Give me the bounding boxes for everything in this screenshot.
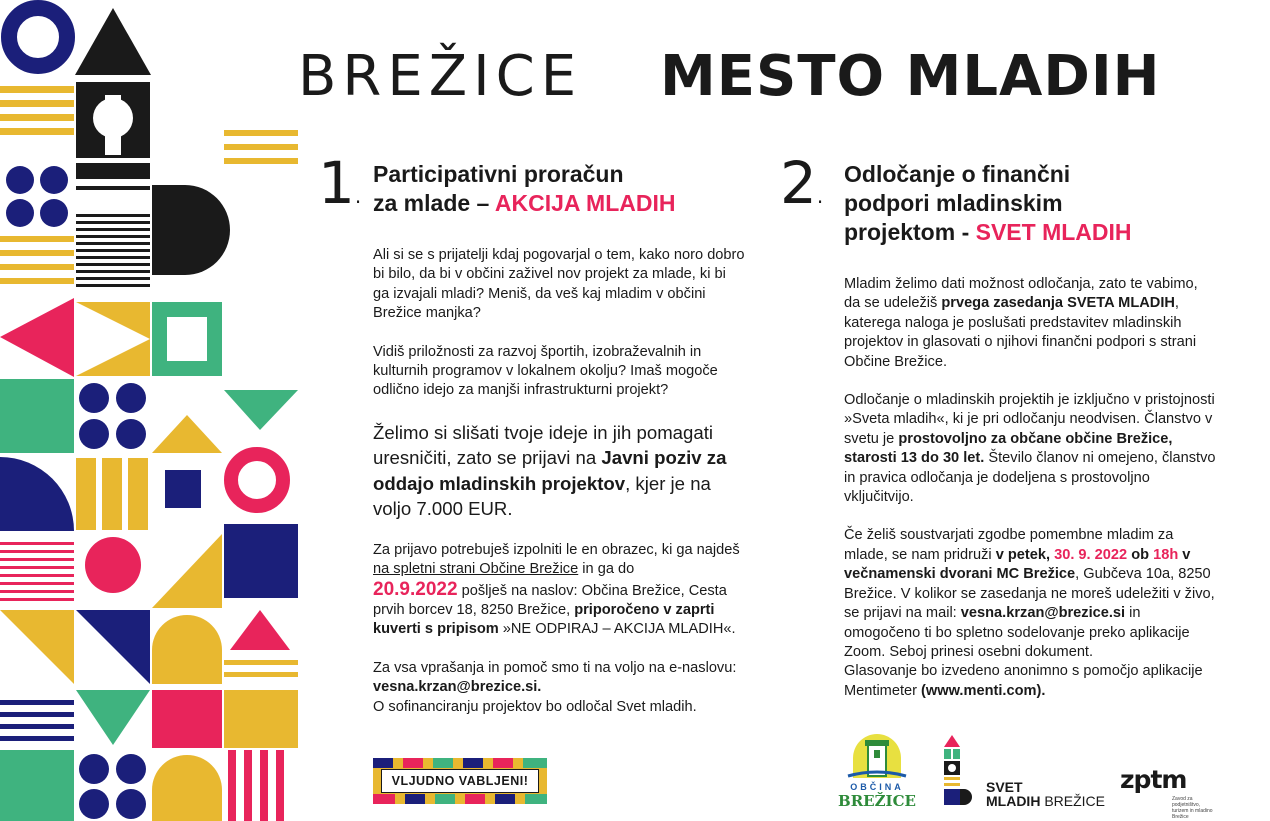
red-small-triangle-shape	[230, 610, 290, 650]
svet-mladih-highlight: SVET MLADIH	[975, 219, 1132, 245]
heading-line: Odločanje o finančni	[844, 161, 1071, 187]
zptm-wordmark: zptm	[1120, 765, 1187, 794]
paragraph: Če želiš soustvarjati zgodbe pomembne mladim za mlade, se nam pridruži v petek, 30. 9. 2022 ob 18h v večnamenski dvorani MC Brežice, Gubčeva 10a, 8250 Brežice. V kolikor se zasedanja ne moreš udeležiti v živo, se prijavi na mail: vesna.krzan@brezice.si in omogočeno ti bo spletno sodelovanje preko aplikacije Zoom. Seboj prinesi osebni dokument. Glasovanje bo izvedeno anonimno s pomočjo aplikacije Mentimeter (www.menti.com).	[844, 527, 1215, 699]
green-square-shape	[0, 379, 74, 453]
navy-half-circle-shape	[0, 457, 74, 531]
black-half-circle-shape	[152, 185, 230, 275]
section-1-body	[373, 246, 745, 736]
mladih-brezice-label: MLADIH BREŽICE	[986, 793, 1106, 809]
decorative-pattern	[0, 0, 300, 821]
title-mesto-mladih: MESTO MLADIH	[660, 44, 1161, 109]
section-1-heading	[373, 160, 675, 218]
paragraph-highlight: Želimo si slišati tvoje ideje in jih pomagati uresničiti, zato se prijavi na Javni poziv za oddajo mladinskih projektov, kjer je na voljo 7.000 EUR.	[373, 421, 727, 520]
brezice-label: BREŽICE	[838, 792, 916, 810]
invitation-badge	[373, 758, 547, 804]
navy-square-shape	[165, 470, 201, 508]
akcija-mladih-highlight: AKCIJA MLADIH	[494, 190, 676, 216]
section-2-body	[844, 275, 1216, 720]
castle-tower-icon	[838, 732, 916, 782]
menti-link[interactable]: (www.menti.com).	[921, 682, 1046, 699]
red-circle-shape	[85, 537, 141, 593]
section-number-1: 1.	[318, 149, 362, 217]
navy-ring-shape	[9, 8, 67, 66]
svet-label: SVET	[986, 779, 1023, 795]
email-link[interactable]: vesna.krzan@brezice.si	[960, 605, 1126, 622]
title-brezice: BREŽICE	[298, 44, 583, 109]
deadline-date: 20.9.2022	[373, 578, 458, 600]
paragraph: Odločanje o mladinskih projektih je izključno v pristojnosti »Sveta mladih«, ki je pri odločanju neodvisen. Članstvo v svetu je prostovoljno za občane občine Brežice, starosti 13 do 30 let. Število članov ni omejeno, članstvo in pravica odločanja je dodeljena s prostovoljno vključitvijo.	[844, 392, 1216, 506]
zptm-subtitle: Zavod za podjetništvo, turizem in mladino Brežice	[1172, 796, 1213, 820]
zptm-logo	[1120, 765, 1213, 820]
black-stripes-shape	[76, 163, 150, 287]
paragraph: Vidiš priložnosti za razvoj športih, izobraževalnih in kulturnih programov v lokalnem okolju? Imaš mogoče odlično idejo za manjši infrastrukturni projekt?	[373, 343, 718, 399]
red-triangle-shape	[0, 298, 74, 377]
heading-line: podpori mladinskim	[844, 190, 1063, 216]
navy-dots-shape	[6, 166, 68, 227]
paragraph: Ali si se s prijatelji kdaj pogovarjal o tem, kako noro dobro bi bilo, da bi v občini zaživel nov projekt za mlade, ki bi ga izvajali mladi? Meniš, da veš kaj mladim v občini Brežice manjka?	[373, 247, 745, 322]
navy-triangle-shape	[76, 610, 150, 684]
paragraph: Za vsa vprašanja in pomoč smo ti na voljo na e-naslovu: vesna.krzan@brezice.si. O sofinanciranju projektov bo odločal Svet mladih.	[373, 659, 737, 715]
email-link[interactable]: vesna.krzan@brezice.si.	[373, 679, 542, 696]
badge-text: VLJUDNO VABLJENI!	[381, 769, 539, 793]
red-stripes-shape	[0, 542, 74, 601]
paragraph: Za prijavo potrebuješ izpolniti le en obrazec, ki ga najdeš na spletni strani Občine Brežice in ga do 20.9.2022 pošlješ na naslov: Občina Brežice, Cesta prvih borcev 18, 8250 Brežice, priporočeno v zaprti kuverti s pripisom »NE ODPIRAJ – AKCIJA MLADIH«.	[373, 541, 740, 638]
municipality-website-link[interactable]: na spletni strani Občine Brežice	[373, 561, 579, 578]
javni-poziv-text: Javni poziv za oddajo mladinskih projektov	[373, 447, 727, 494]
event-date: 30. 9. 2022	[1054, 546, 1128, 563]
heading-line: za mlade – AKCIJA MLADIH	[373, 190, 676, 216]
section-number-2: 2.	[780, 149, 824, 217]
obcina-brezice-logo	[838, 732, 916, 810]
green-bottom-shape	[0, 750, 74, 821]
obcina-label: OBČINA	[850, 782, 904, 792]
heading-line: Participativni proračun	[373, 161, 624, 187]
black-triangle-shape	[75, 8, 151, 75]
event-time: 18h	[1153, 546, 1179, 563]
heading-line: projektom - SVET MLADIH	[844, 219, 1132, 245]
svet-mladih-tower-icon	[940, 735, 980, 807]
svet-mladih-logo	[940, 735, 1115, 809]
paragraph: Mladim želimo dati možnost odločanja, zato te vabimo, da se udeležiš prvega zasedanja SVETA MLADIH, katerega naloga je poslušati predstavitev mladinskih projektov in glasovati o njihovi finančni podpori s strani Občine Brežice.	[844, 276, 1198, 370]
section-2-heading	[844, 160, 1132, 247]
red-ring-shape	[231, 454, 283, 506]
page-title	[298, 44, 1228, 114]
